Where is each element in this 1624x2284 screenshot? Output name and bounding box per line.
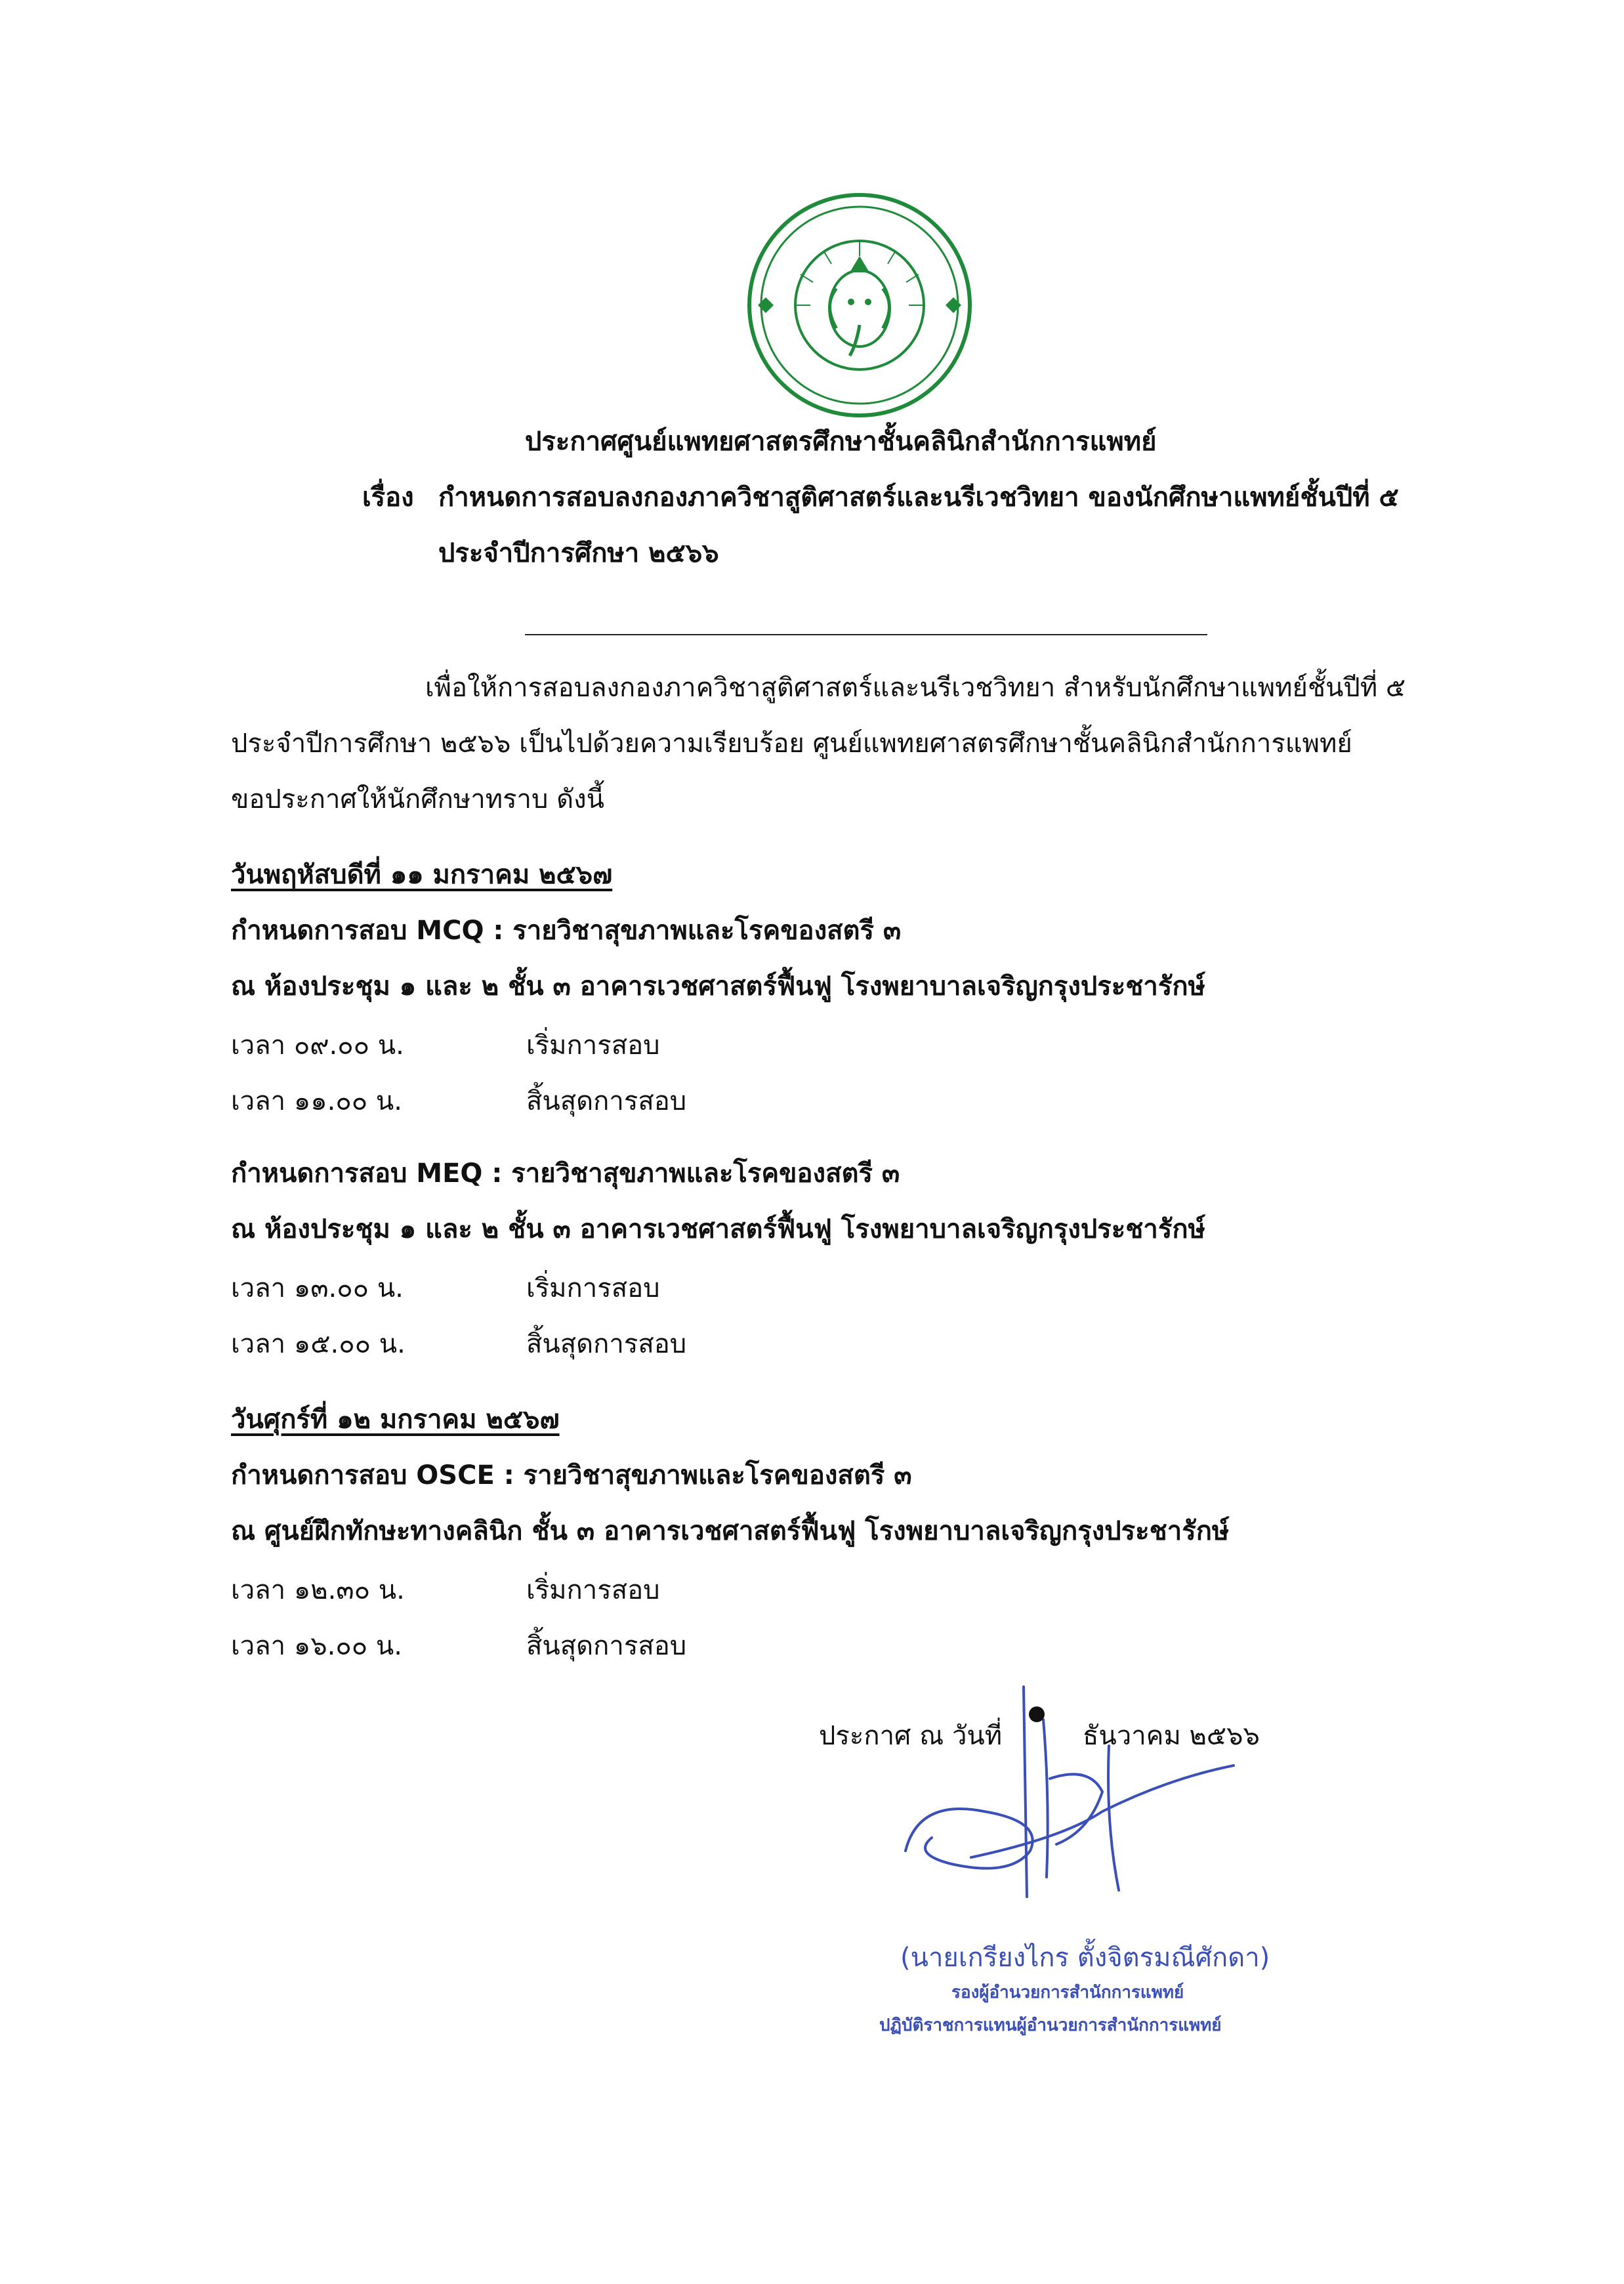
day1-exam1-venue: ณ ห้องประชุม ๑ และ ๒ ชั้น ๓ อาคารเวชศาสตร์ฟื้นฟู โรงพยาบาลเจริญกรุงประชารักษ์ <box>231 971 1205 1002</box>
day1-exam2-title: กำหนดการสอบ MEQ : รายวิชาสุขภาพและโรคของสตรี ๓ <box>231 1158 900 1189</box>
day1-exam1-end-time: เวลา ๑๑.๐๐ น. <box>231 1086 402 1116</box>
day1-exam2-start-time: เวลา ๑๓.๐๐ น. <box>231 1273 404 1303</box>
day1-exam2-end-time: เวลา ๑๕.๐๐ น. <box>231 1329 406 1359</box>
day1-exam2-end-label: สิ้นสุดการสอบ <box>526 1329 687 1359</box>
day2-exam1-end-time: เวลา ๑๖.๐๐ น. <box>231 1631 402 1661</box>
day1-exam1-start-time: เวลา ๐๙.๐๐ น. <box>231 1030 404 1061</box>
signatory-position-1: รองผู้อำนวยการสำนักการแพทย์ <box>951 1983 1184 2002</box>
day1-exam1-start-label: เริ่มการสอบ <box>526 1030 660 1061</box>
day1-date: วันพฤหัสบดีที่ ๑๑ มกราคม ๒๕๖๗ <box>231 860 613 890</box>
subject-label: เรื่อง <box>362 482 414 513</box>
day2-exam1-venue: ณ ศูนย์ฝึกทักษะทางคลินิก ชั้น ๓ อาคารเวชศาสตร์ฟื้นฟู โรงพยาบาลเจริญกรุงประชารักษ์ <box>231 1516 1230 1546</box>
seal-logo <box>745 190 974 420</box>
day2-exam1-start-time: เวลา ๑๒.๓๐ น. <box>231 1575 405 1605</box>
intro-line-2: ประจำปีการศึกษา ๒๕๖๖ เป็นไปด้วยความเรียบร้อย ศูนย์แพทยศาสตรศึกษาชั้นคลินิกสำนักการแพทย์ <box>231 729 1352 759</box>
subject-line-1: กำหนดการสอบลงกองภาควิชาสูติศาสตร์และนรีเวชวิทยา ของนักศึกษาแพทย์ชั้นปีที่ ๕ <box>438 482 1399 513</box>
day2-date: วันศุกร์ที่ ๑๒ มกราคม ๒๕๖๗ <box>231 1405 560 1435</box>
day1-exam2-venue: ณ ห้องประชุม ๑ และ ๒ ชั้น ๓ อาคารเวชศาสตร์ฟื้นฟู โรงพยาบาลเจริญกรุงประชารักษ์ <box>231 1214 1205 1244</box>
signatory-name: (นายเกรียงไกร ตั้งจิตรมณีศักดา) <box>900 1943 1270 1973</box>
intro-line-1: เพื่อให้การสอบลงกองภาควิชาสูติศาสตร์และนรีเวชวิทยา สำหรับนักศึกษาแพทย์ชั้นปีที่ ๕ <box>425 673 1406 703</box>
signatory-position-2: ปฏิบัติราชการแทนผู้อำนวยการสำนักการแพทย์ <box>879 2016 1222 2035</box>
announce-date-prefix: ประกาศ ณ วันที่ <box>819 1721 1003 1751</box>
day2-exam1-end-label: สิ้นสุดการสอบ <box>526 1631 687 1661</box>
day1-exam1-title: กำหนดการสอบ MCQ : รายวิชาสุขภาพและโรคของสตรี ๓ <box>231 916 902 946</box>
header-divider <box>525 634 1207 635</box>
handwritten-signature <box>892 1680 1260 1916</box>
announce-date-month-year: ธันวาคม ๒๕๖๖ <box>1083 1721 1260 1751</box>
day2-exam1-title: กำหนดการสอบ OSCE : รายวิชาสุขภาพและโรคของสตรี ๓ <box>231 1460 912 1491</box>
document-title: ประกาศศูนย์แพทยศาสตรศึกษาชั้นคลินิกสำนักการแพทย์ <box>525 427 1157 457</box>
intro-line-3: ขอประกาศให้นักศึกษาทราบ ดังนี้ <box>231 784 604 814</box>
subject-line-2: ประจำปีการศึกษา ๒๕๖๖ <box>438 538 719 568</box>
day1-exam2-start-label: เริ่มการสอบ <box>526 1273 660 1303</box>
day2-exam1-start-label: เริ่มการสอบ <box>526 1575 660 1605</box>
day1-exam1-end-label: สิ้นสุดการสอบ <box>526 1086 687 1116</box>
